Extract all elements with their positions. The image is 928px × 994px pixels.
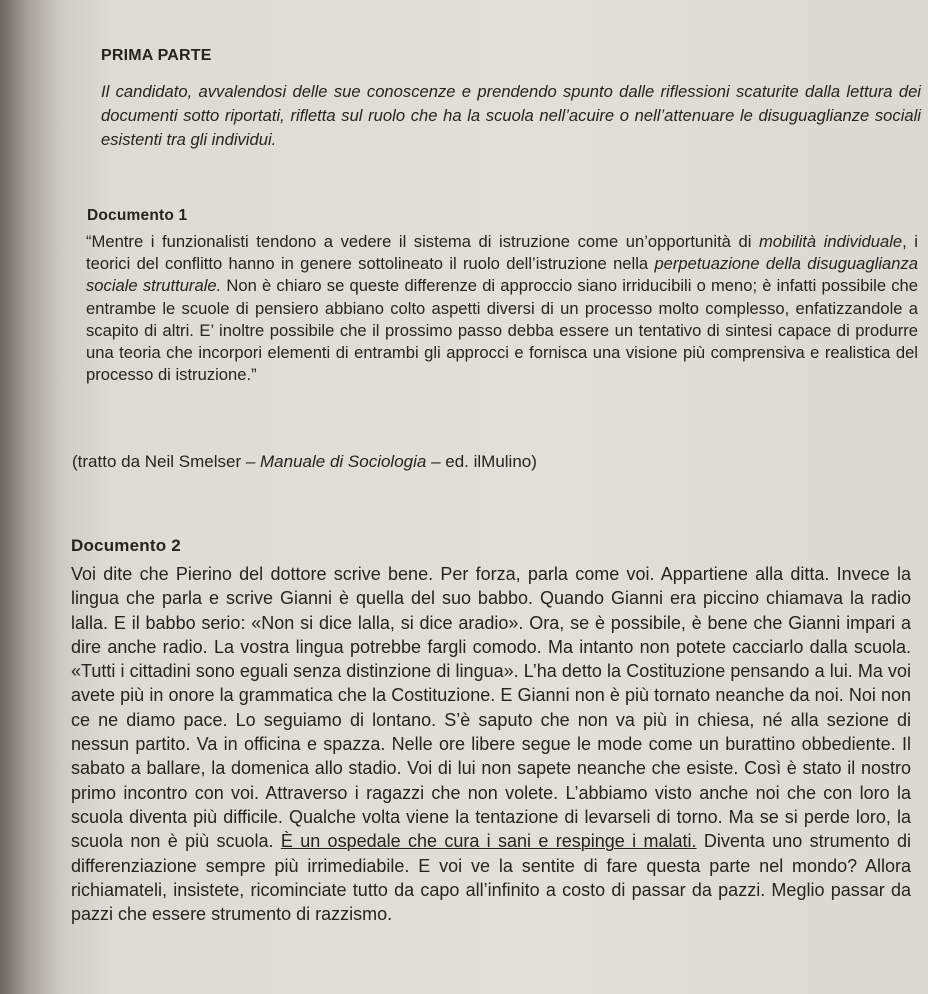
source-publisher: – ed. ilMulino) [426, 452, 537, 471]
doc1-italic-perpetuazione: perpetuazione della disuguaglianza sociale strutturale. [86, 254, 918, 296]
document-1-source [72, 451, 892, 474]
instructions-text: Il candidato, avvalendosi delle sue conoscenze e prendendo spunto dalle riflessioni scaturite dalla lettura dei documenti sotto riportati, rifletta sul ruolo che ha la scuola nell’acuire o nell’attenuare le disuguaglianze sociali esistenti tra gli individui. [101, 82, 921, 149]
section-title: PRIMA PARTE [101, 47, 212, 64]
doc1-text-part: Non è chiaro se queste differenze di approccio siano irriducibili o meno; è infatti possibile che entrambe le scuole di pensiero abbiano colto aspetti diversi di un processo molto complesso, enfatizzandole a scapito di altri. E’ inoltre possibile che il prossimo passo debba essere un tentativo di sintesi capace di produrre una teoria che incorpori elementi di entrambi gli approcci e fornisca una visione più comprensiva e realistica del processo di istruzione.” [86, 276, 918, 385]
source-prefix: (tratto da Neil Smelser – [72, 452, 261, 471]
source-book-title: Manuale di Sociologia [260, 452, 427, 471]
doc2-text-part: Diventa uno strumento di differenziazione sempre più irrimediabile. E voi ve la sentite di fare questa parte nel mondo? Allora richiamateli, insistete, ricominciate tutto da capo all’infinito a costo di passar da pazzi. Meglio passar da pazzi che essere strumento di razzismo. [71, 831, 911, 925]
doc1-text-part: “Mentre i funzionalisti tendono a vedere il sistema di istruzione come un’opportunità di [86, 232, 759, 251]
doc1-italic-mobilita: mobilità individuale [758, 232, 903, 251]
doc2-text-part: Voi dite che Pierino del dottore scrive bene. Per forza, parla come voi. Appartiene alla ditta. Invece la lingua che parla e scrive Gianni è quella del suo babbo. Quando Gianni era piccino chiamava la radio lalla. E il babbo serio: «Non si dice lalla, si dice aradio». Ora, se è possibile, è bene che Gianni impari a dire anche radio. La vostra lingua potrebbe fargli comodo. Ma intanto non potete cacciarlo dalla scuola. «Tutti i cittadini sono eguali senza distinzione di lingua». L’ha detto la Costituzione pensando a lui. Ma voi avete più in onore la grammatica che la Costituzione. E Gianni non è più tornato neanche da noi. Noi non ce ne diamo pace. Lo seguiamo di lontano. S’è saputo che non va più in chiesa, né alla sezione di nessun partito. Va in officina e spazza. Nelle ore libere segue le mode come un burattino obbediente. Il sabato a ballare, la domenica allo stadio. Voi di lui non sapete neanche che esiste. Così è stato il nostro primo incontro con voi. Attraverso i ragazzi che non volete. L’abbiamo visto anche noi che con loro la scuola diventa più difficile. Qualche volta viene la tentazione di levarseli di torno. Ma se si perde loro, la scuola non è più scuola. [71, 564, 911, 852]
document-1-heading: Documento 1 [87, 207, 188, 224]
document-2-body [71, 562, 911, 926]
doc2-underlined-sentence: È un ospedale che cura i sani e respinge i malati. [280, 831, 697, 852]
document-2-heading: Documento 2 [71, 536, 181, 555]
document-1-body [86, 231, 918, 386]
doc1-text-part: , i teorici del conflitto hanno in genere sottolineato il ruolo dell’istruzione nella [86, 232, 918, 274]
